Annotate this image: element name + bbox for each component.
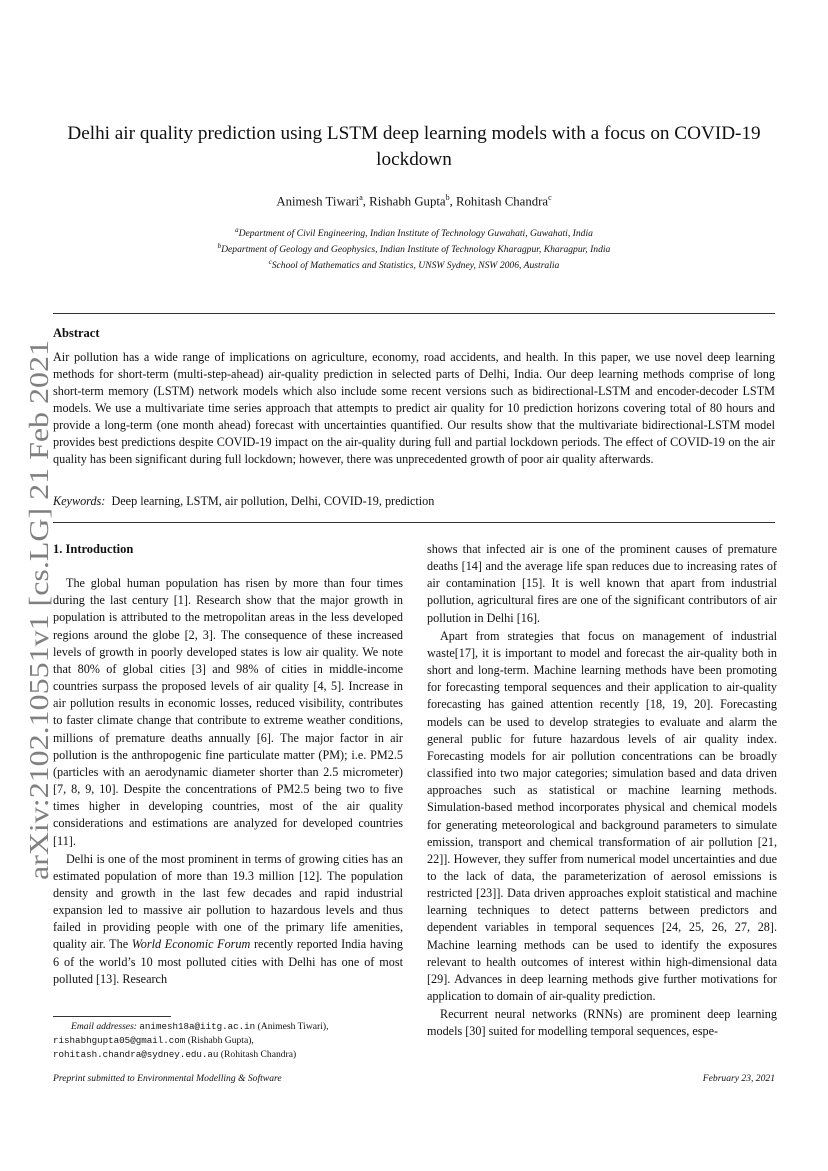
bottom-divider: [53, 522, 775, 523]
paragraph: The global human population has risen by more than four times during the last century [1]. Research show that the major growth in population is attributed to the metropolitan areas in the less developed regions around the globe [2, 3]. The consequence of these increased levels of growth in poorly developed states is low air quality. We note that 80% of global cities [3] and 98% of cities in middle-income countries surpass the proposed levels of air quality [4, 5]. Increase in air pollution results in economic losses, reduced visibility, contributes to faster climate change that contribute to extreme weather conditions, millions of premature deaths annually [6]. The major factor in air pollution is the anthropogenic fine particulate matter (PM); i.e. PM2.5 (particles with an aerodynamic diameter shorter than 2.5 micrometer) [7, 8, 9, 10]. Despite the concentrations of PM2.5 being two to five times higher in developing countries, most of the air quality considerations and estimations are analyzed for developed countries [11].: [53, 576, 403, 848]
affil-mark: b: [217, 242, 222, 251]
author-name: Rohitash Chandra: [456, 194, 549, 209]
footnote-divider: [53, 1016, 171, 1017]
keywords-text: Deep learning, LSTM, air pollution, Delhi, COVID-19, prediction: [111, 494, 435, 508]
paragraph-text: Delhi is one of the most prominent in terms of growing cities has an estimated population of more than 19.3 million [12]. The population density and growth in the last few decades and rapid industrial expansion led to massive air pollution to hazardous levels and thus failed in providing people with one of the primary life amenities, quality air. The: [53, 851, 403, 952]
page-footer: [53, 1073, 775, 1084]
email-owner: (Animesh Tiwari),: [255, 1021, 329, 1032]
author-name: Animesh Tiwari: [276, 194, 360, 209]
affiliation-line: [40, 224, 788, 240]
paper-title: [40, 121, 788, 173]
affiliation-line: [40, 256, 788, 272]
affil-mark: a: [235, 226, 239, 234]
footer-venue: Preprint submitted to Environmental Modelling & Software: [53, 1073, 282, 1084]
paragraph: Apart from strategies that focus on management of industrial waste[17], it is important to model and forecast the air-quality both in short and long-term. Machine learning methods have been promoting for forecasting temporal sequences and their application to air-quality forecasting has gained attention recently [18, 19, 20]. Forecasting models can be used to develop strategies to evaluate and alarm the general public for future hazardous levels of air quality index. Forecasting models for air pollution concentrations can be broadly classified into two major categories; simulation based and data driven approaches such as statistical or machine learning methods. Simulation-based method incorporates physical and chemical models for generating meteorological and background parameters to simulate emission, transport and chemical transformation of air pollution [21, 22]]. However, they suffer from numerical model uncertainties and due to the lack of data, the parameterization of aerosol emissions is restricted [23]]. Data driven approaches exploit statistical and machine learning techniques to detect patterns between predictors and dependent variables in temporal sequences [24, 25, 26, 27, 28]. Machine learning methods can be used to identify the exposures relevant to health outcomes of interest within high-dimensional data [29]. Advances in deep learning methods give further motivations for application to domain of air-quality prediction.: [427, 628, 777, 1004]
email-owner: (Rishabh Gupta),: [185, 1035, 254, 1046]
footnote-line: [53, 1048, 413, 1062]
affiliations: [40, 224, 788, 273]
author-name: Rishabh Gupta: [369, 194, 446, 209]
affiliation-text: School of Mathematics and Statistics, UNSW Sydney, NSW 2006, Australia: [271, 260, 560, 272]
footnote-line: [53, 1020, 413, 1034]
footnote-line: [53, 1034, 413, 1048]
paragraph-text: recently reported India having 6 of the world’s 10 most polluted cities with Delhi has one of most polluted [13]. Research: [53, 937, 403, 986]
footnote-emails: [53, 1020, 413, 1062]
author-affil-mark: c: [548, 193, 552, 202]
paragraph-emphasis: World Economic Forum: [131, 937, 251, 952]
affil-mark: c: [268, 258, 272, 267]
arxiv-id-text: arXiv:2102.10551v1 [cs.LG] 21 Feb 2021: [24, 424, 54, 880]
left-column: [53, 540, 403, 988]
paragraph: [53, 851, 403, 988]
affiliation-text: Department of Civil Engineering, Indian Institute of Technology Guwahati, Guwahati, India: [238, 228, 593, 240]
paragraph: shows that infected air is one of the prominent causes of premature deaths [14] and the average life span reduces due to increasing rates of air contamination [15]. It is well known that apart from industrial pollution, agricultural fires are one of the significant contributors of air pollution in Delhi [16].: [427, 542, 777, 625]
abstract-heading: Abstract: [53, 326, 100, 340]
arxiv-sidebar-stamp: [14, 340, 56, 880]
affiliation-line: [40, 240, 788, 256]
right-column: [427, 541, 777, 1041]
author-list: Animesh Tiwari$^a$, Rishabh Gupta$^b$, Rohitash Chandra$^c$: [276, 193, 552, 209]
affiliation-text: Department of Geology and Geophysics, Indian Institute of Technology Kharagpur, Kharagpur, India: [221, 244, 611, 256]
top-divider: [53, 313, 775, 314]
footnote-label: Email addresses:: [71, 1021, 137, 1032]
email-link[interactable]: rishabhgupta05@gmail.com: [53, 1035, 186, 1046]
title-line-1: Delhi air quality prediction using LSTM deep learning models with a focus on COVID-19: [67, 123, 761, 144]
abstract-body: Air pollution has a wide range of implications on agriculture, economy, road accidents, and health. In this paper, we use novel deep learning methods for short-term (multi-step-ahead) air-quality prediction in selected parts of Delhi, India. Our deep learning methods comprise of long short-term memory (LSTM) network models which also include some recent versions such as bidirectional-LSTM and encoder-decoder LSTM models. We use a multivariate time series approach that attempts to predict air quality for 10 prediction horizons covering total of 80 hours and provide a long-term (one month ahead) forecast with uncertainties quantified. Our results show that the multivariate bidirectional-LSTM model provides best predictions despite COVID-19 impact on the air-quality during full and partial lockdown periods. The effect of COVID-19 on the air quality has been significant during full lockdown; however, there was unprecedented growth of poor air quality afterwards.: [53, 350, 775, 466]
keywords-line: [53, 494, 775, 509]
footer-date: February 23, 2021: [702, 1073, 775, 1084]
section-heading: 1. Introduction: [53, 542, 134, 556]
author-affil-mark: b: [445, 193, 450, 202]
keywords-label: Keywords:: [53, 494, 106, 508]
paragraph: Recurrent neural networks (RNNs) are prominent deep learning models [30] suited for modelling temporal sequences, espe-: [427, 1007, 777, 1039]
email-link[interactable]: rohitash.chandra@sydney.edu.au: [53, 1049, 219, 1060]
email-link[interactable]: animesh18a@iitg.ac.in: [139, 1021, 256, 1032]
title-line-2: lockdown: [376, 149, 452, 170]
author-affil-mark: a: [359, 193, 363, 202]
email-owner: (Rohitash Chandra): [218, 1049, 297, 1060]
